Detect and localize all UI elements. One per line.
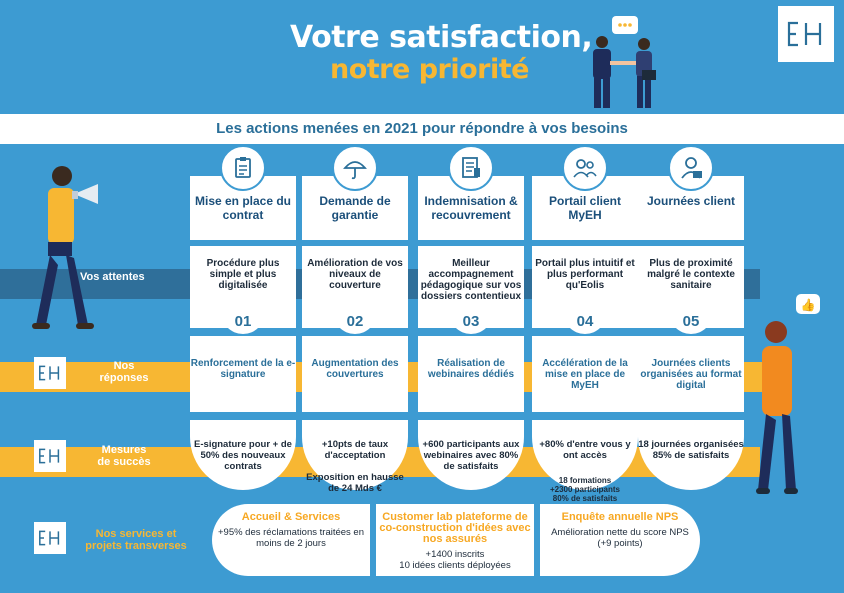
eh-logo-icon — [38, 448, 62, 464]
column-header-label: Demande de garantie — [319, 194, 391, 222]
column-number-3: 03 — [449, 312, 493, 334]
bottom-box-customer-lab — [376, 504, 534, 576]
bottom-title-accueil: Accueil & Services — [241, 511, 341, 523]
mesure-card-4 — [532, 420, 638, 503]
attente-text: Procédure plus simple et plus digitalisée — [206, 258, 280, 291]
column-icon-circle-1 — [220, 145, 266, 191]
bottom-text-customer-lab: +1400 inscrits 10 idées clients déployées — [399, 549, 511, 571]
reponse-card-2 — [302, 336, 408, 412]
mesure-text: E-signature pour + de 50% des nouveaux contrats — [194, 439, 292, 472]
column-icon-circle-5 — [668, 145, 714, 191]
mesure-card-3 — [418, 420, 524, 490]
attente-text: Amélioration de vos niveaux de couverture — [307, 258, 403, 291]
reponse-card-4 — [532, 336, 638, 412]
attentes-label: Vos attentes — [80, 271, 145, 283]
bottom-title-nps: Enquête annuelle NPS — [561, 511, 679, 523]
reponse-text: Augmentation des couvertures — [311, 358, 399, 380]
column-icon-circle-3 — [448, 145, 494, 191]
mesure-card-1 — [190, 420, 296, 490]
users-icon — [571, 154, 599, 182]
reponse-text: Journées clients organisées au format digital — [640, 358, 742, 391]
woman-illustration — [730, 290, 830, 510]
reponses-label: Nos réponses — [99, 360, 149, 384]
mesure-text: 18 journées organisées 85% de satisfaits — [638, 439, 744, 461]
attente-text: Plus de proximité malgré le contexte sanitaire — [647, 258, 735, 291]
column-number-2: 02 — [333, 312, 377, 334]
eh-logo-icon — [38, 530, 62, 546]
umbrella-icon — [341, 154, 369, 182]
reponse-text: Renforcement de la e-signature — [190, 358, 296, 380]
column-number-4: 04 — [563, 312, 607, 334]
bottom-title-customer-lab: Customer lab plateforme de co-construction d'idées avec nos assurés — [379, 511, 531, 545]
side-logo-services — [34, 522, 66, 554]
column-header-label: Journées client — [646, 194, 736, 208]
side-logo-mesures — [34, 440, 66, 472]
reponse-card-5 — [638, 336, 744, 412]
bottom-text-accueil: +95% des réclamations traitées en moins de 2 jours — [217, 527, 364, 549]
megaphone-man-illustration — [18, 160, 118, 340]
clipboard-icon — [229, 154, 257, 182]
eh-logo — [778, 6, 834, 62]
column-number-1: 01 — [221, 312, 265, 334]
eh-logo-icon — [38, 365, 62, 381]
subtitle-bar: Les actions menées en 2021 pour répondre à vos besoins — [0, 114, 844, 144]
reponse-card-1 — [190, 336, 296, 412]
column-icon-circle-2 — [332, 145, 378, 191]
mesure-text: +600 participants aux webinaires avec 80% de satisfaits — [422, 439, 520, 472]
eh-logo-icon — [786, 21, 826, 47]
bottom-box-accueil — [212, 504, 370, 576]
attente-text: Meilleur accompagnement pédagogique sur vos dossiers contentieux — [420, 258, 522, 302]
services-label: Nos services et projets transverses — [85, 528, 187, 552]
page-title-line2: notre priorité — [330, 54, 529, 85]
reponse-card-3 — [418, 336, 524, 412]
person-icon — [677, 154, 705, 182]
mesure-card-5 — [638, 420, 744, 490]
bottom-text-nps: Amélioration nette du score NPS (+9 points) — [551, 527, 689, 549]
reponse-text: Réalisation de webinaires dédiés — [427, 358, 515, 380]
attente-text: Portail plus intuitif et plus performant qu'Eolis — [535, 258, 635, 291]
bottom-box-nps — [540, 504, 700, 576]
mesure-card-2 — [302, 420, 408, 494]
column-icon-circle-4 — [562, 145, 608, 191]
column-number-5: 05 — [669, 312, 713, 334]
reponse-text: Accélération de la mise en place de MyEH — [542, 358, 628, 391]
side-logo-reponses — [34, 357, 66, 389]
handshake-illustration — [580, 8, 670, 112]
svg-text:👍: 👍 — [800, 298, 816, 312]
column-header-label: Indemnisation & recouvrement — [424, 194, 518, 222]
column-header-label: Mise en place du contrat — [194, 194, 292, 222]
mesure-text: +10pts de taux d'acceptation Exposition en hausse de 24 Mds € — [306, 439, 404, 494]
page-title-line1: Votre satisfaction, — [290, 20, 593, 55]
mesure-text: +80% d'entre vous y ont accès — [539, 439, 631, 461]
mesures-label: Mesures de succès — [97, 444, 151, 468]
document-icon — [457, 154, 485, 182]
column-header-label: Portail client MyEH — [548, 194, 622, 222]
mesure-text-2: 18 formations +2300 participants 80% de satisfaits — [549, 476, 621, 503]
